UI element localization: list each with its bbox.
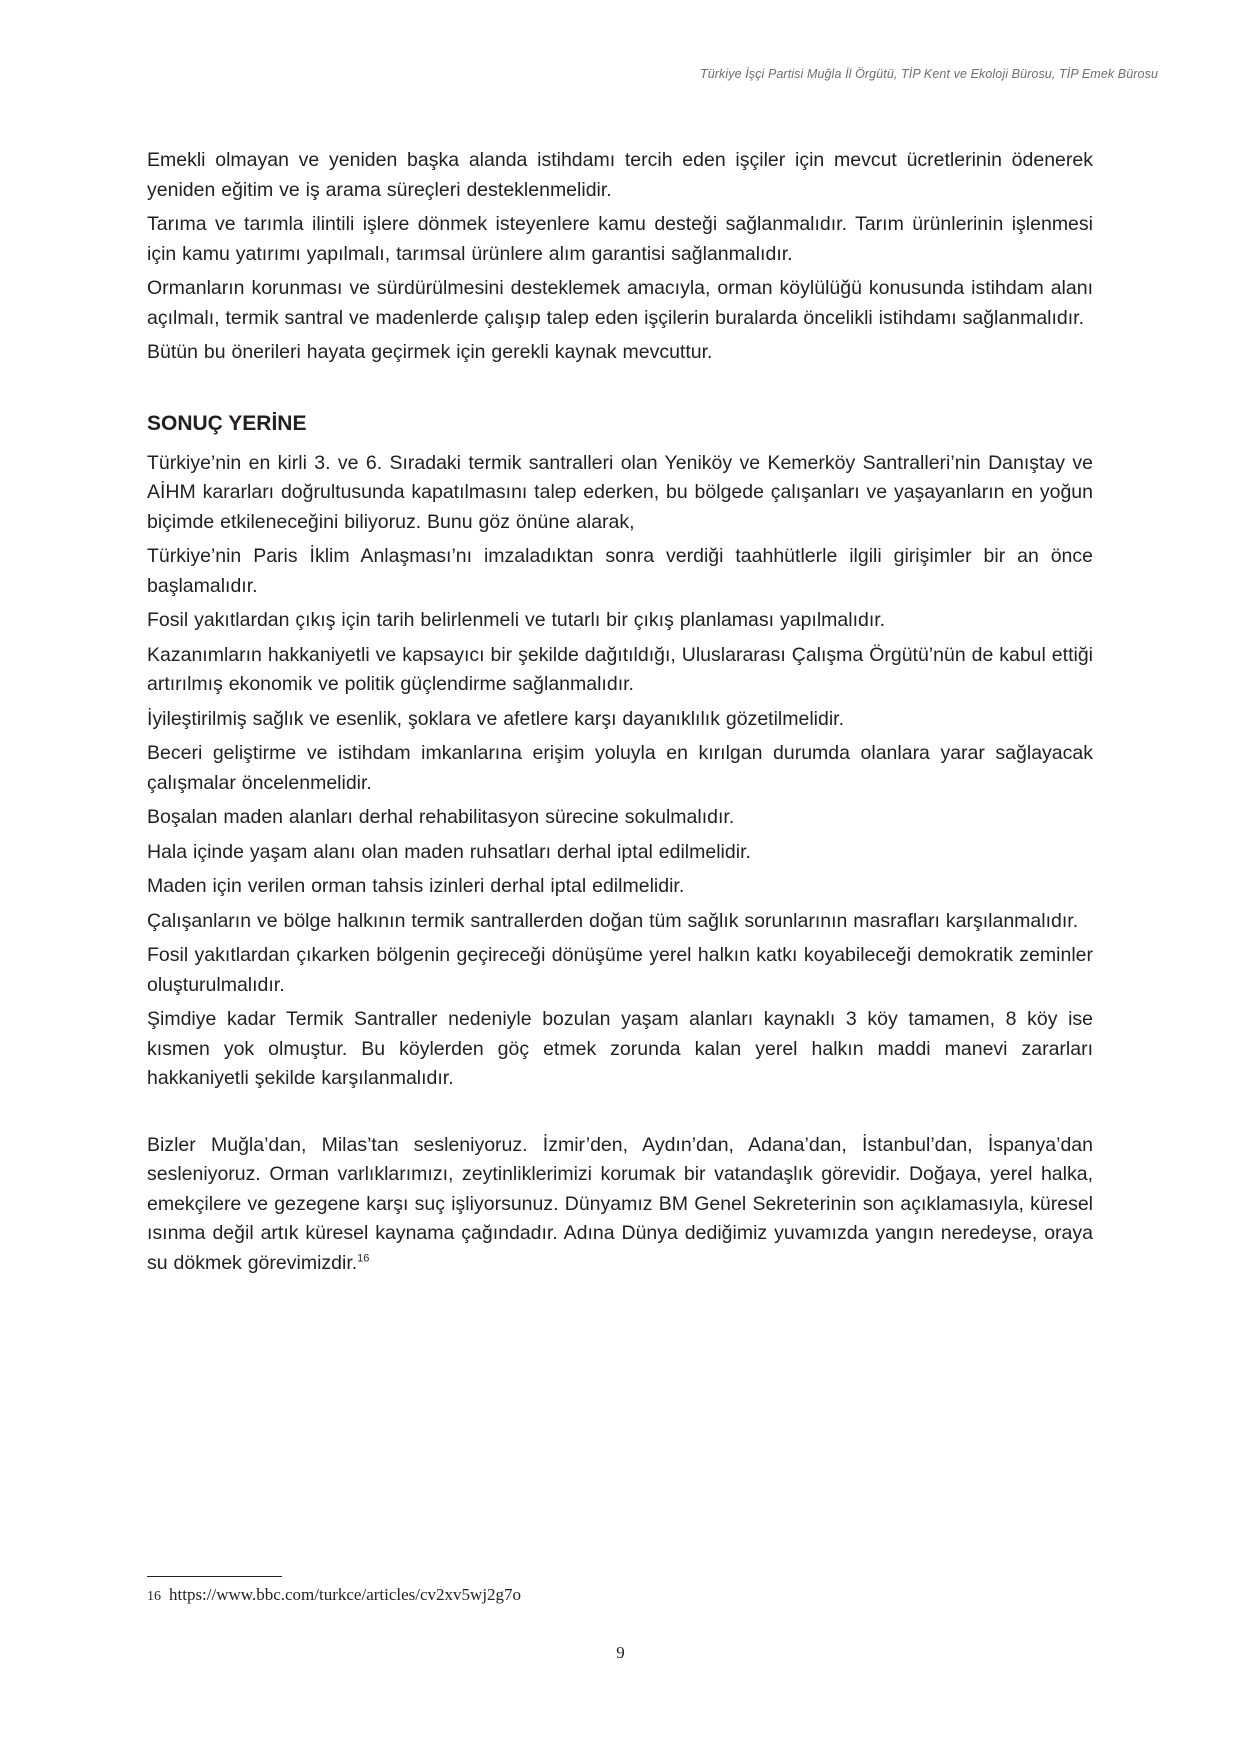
section-paragraph: Boşalan maden alanları derhal rehabilitasyon sürecine sokulmalıdır.	[147, 806, 735, 828]
section-paragraph: Hala içinde yaşam alanı olan maden ruhsatları derhal iptal edilmelidir.	[147, 840, 751, 863]
section-paragraph: Türkiye’nin en kirli 3. ve 6. Sıradaki termik santralleri olan Yeniköy ve Kemerköy Santralleri’nin Danıştay ve AİHM kararları doğrultusunda kapatılmasını talep ederken, bu bölgede çalışanları ve yaşayanların en yoğun biçimde etkileneceğini biliyoruz. Bunu göz önüne alarak,	[147, 451, 1093, 533]
page-number: 9	[616, 1643, 625, 1662]
closing-paragraph	[147, 1131, 1093, 1279]
footnote-reference[interactable]: 16	[357, 1252, 370, 1264]
section-paragraph: Şimdiye kadar Termik Santraller nedeniyle bozulan yaşam alanları kaynaklı 3 köy tamamen, 8 köy ise kısmen yok olmuştur. Bu köylerden göç etmek zorunda kalan yerel halkın maddi manevi zararları hakkaniyetli şekilde karşılanmalıdır.	[147, 1008, 1093, 1089]
section-paragraph: Çalışanların ve bölge halkının termik santrallerden doğan tüm sağlık sorunlarının masrafları karşılanmalıdır.	[147, 909, 1079, 932]
intro-paragraph: Ormanların korunması ve sürdürülmesini desteklemek amacıyla, orman köylülüğü konusunda istihdam alanı açılmalı, termik santral ve madenlerde çalışıp talep eden işçilerin buralarda öncelikli istihdamı sağlanmalıdır.	[147, 277, 1093, 329]
section-paragraph: Fosil yakıtlardan çıkarken bölgenin geçireceği dönüşüme yerel halkın katkı koyabileceği demokratik zeminler oluşturulmalıdır.	[147, 944, 1093, 996]
footnote	[147, 1585, 521, 1605]
section-paragraph: Kazanımların hakkaniyetli ve kapsayıcı bir şekilde dağıtıldığı, Uluslararası Çalışma Örgütü’nün de kabul ettiği artırılmış ekonomik ve politik güçlendirme sağlanmalıdır.	[147, 643, 1093, 695]
intro-paragraph: Tarıma ve tarımla ilintili işlere dönmek isteyenlere kamu desteği sağlanmalıdır. Tarım ürünlerinin işlenmesi için kamu yatırımı yapılmalı, tarımsal ürünlere alım garantisi sağlanmalıdır.	[147, 213, 1093, 265]
intro-paragraph: Bütün bu önerileri hayata geçirmek için gerekli kaynak mevcuttur.	[147, 341, 713, 363]
section-title: SONUÇ YERİNE	[147, 411, 307, 435]
section-paragraph: Maden için verilen orman tahsis izinleri derhal iptal edilmelidir.	[147, 875, 685, 897]
section-paragraph: Fosil yakıtlardan çıkış için tarih belirlenmeli ve tutarlı bir çıkış planlaması yapılmalıdır.	[147, 609, 886, 631]
intro-paragraph: Emekli olmayan ve yeniden başka alanda istihdamı tercih eden işçiler için mevcut ücretlerinin ödenerek yeniden eğitim ve iş arama süreçleri desteklenmelidir.	[147, 149, 1093, 201]
page-body	[147, 146, 1093, 1283]
running-header: Türkiye İşçi Partisi Muğla İl Örgütü, TİP Kent ve Ekoloji Bürosu, TİP Emek Bürosu	[699, 67, 1158, 81]
footnote-link[interactable]: https://www.bbc.com/turkce/articles/cv2xv5wj2g7o	[169, 1585, 522, 1604]
section-paragraph: İyileştirilmiş sağlık ve esenlik, şoklara ve afetlere karşı dayanıklılık gözetilmelidir.	[147, 707, 845, 730]
section-paragraph: Beceri geliştirme ve istihdam imkanlarına erişim yoluyla en kırılgan durumda olanlara yarar sağlayacak çalışmalar öncelenmelidir.	[147, 742, 1093, 794]
footnote-divider	[147, 1576, 282, 1577]
footnote-number: 16	[147, 1589, 161, 1604]
closing-text: Bizler Muğla’dan, Milas’tan sesleniyoruz. İzmir’den, Aydın’dan, Adana’dan, İstanbul’dan, İspanya’dan sesleniyoruz. Orman varlıklarımızı, zeytinliklerimizi korumak bir vatandaşlık görevidir. Doğaya, yerel halka, emekçilere ve gezegene karşı suç işliyorsunuz. Dünyamız BM Genel Sekreterinin son açıklamasıyla, küresel ısınma değil artık küresel kaynama çağındadır. Adına Dünya dediğimiz yuvamızda yangın neredeyse, oraya su dökmek görevimizdir.	[147, 1133, 1093, 1274]
section-paragraph: Türkiye’nin Paris İklim Anlaşması’nı imzaladıktan sonra verdiği taahhütlerle ilgili girişimler bir an önce başlamalıdır.	[147, 545, 1093, 597]
